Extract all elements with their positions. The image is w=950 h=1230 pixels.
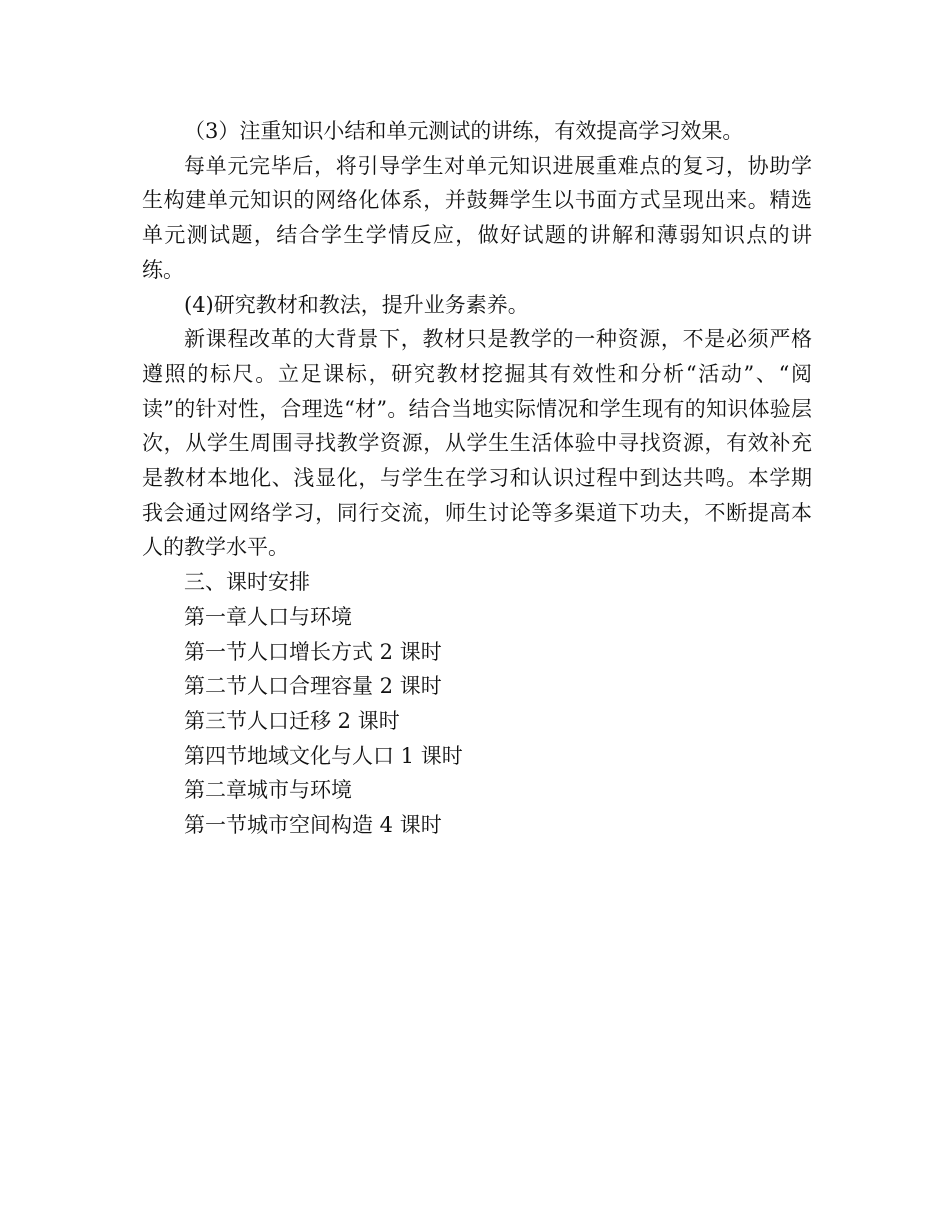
- schedule-heading: 三、课时安排: [184, 570, 310, 595]
- schedule-item: 第二节人口合理容量 2 课时: [184, 674, 442, 699]
- schedule-item: 第二章城市与环境: [184, 778, 352, 803]
- schedule-item: 第一节城市空间构造 4 课时: [184, 813, 442, 838]
- schedule-item: 第四节地域文化与人口 1 课时: [184, 743, 463, 768]
- paragraph-research-body: 新课程改革的大背景下，教材只是教学的一种资源，不是必须严格遵照的标尺。立足课标，研究教材挖掘其有效性和分析“活动”、“阅读”的针对性，合理选“材”。结合当地实际情况和学生现有的知识体验层次，从学生周围寻找教学资源，从学生生活体验中寻找资源，有效补充是教材本地化、浅显化，与学生在学习和认识过程中到达共鸣。本学期我会通过网络学习，同行交流，师生讨论等多渠道下功夫，不断提高本人的教学水平。: [142, 327, 812, 560]
- paragraph-research-heading: (4)研究教材和教法，提升业务素养。: [184, 292, 529, 317]
- schedule-item: 第三节人口迁移 2 课时: [184, 708, 400, 733]
- schedule-item: 第一章人口与环境: [184, 604, 352, 629]
- paragraph-review-body: 每单元完毕后，将引导学生对单元知识进展重难点的复习，协助学生构建单元知识的网络化体系，并鼓舞学生以书面方式呈现出来。精选单元测试题，结合学生学情反应，做好试题的讲解和薄弱知识点的讲练。: [142, 153, 812, 282]
- schedule-item: 第一节人口增长方式 2 课时: [184, 639, 442, 664]
- paragraph-review-heading: （3）注重知识小结和单元测试的讲练，有效提高学习效果。: [184, 119, 744, 143]
- document-body: [142, 114, 812, 843]
